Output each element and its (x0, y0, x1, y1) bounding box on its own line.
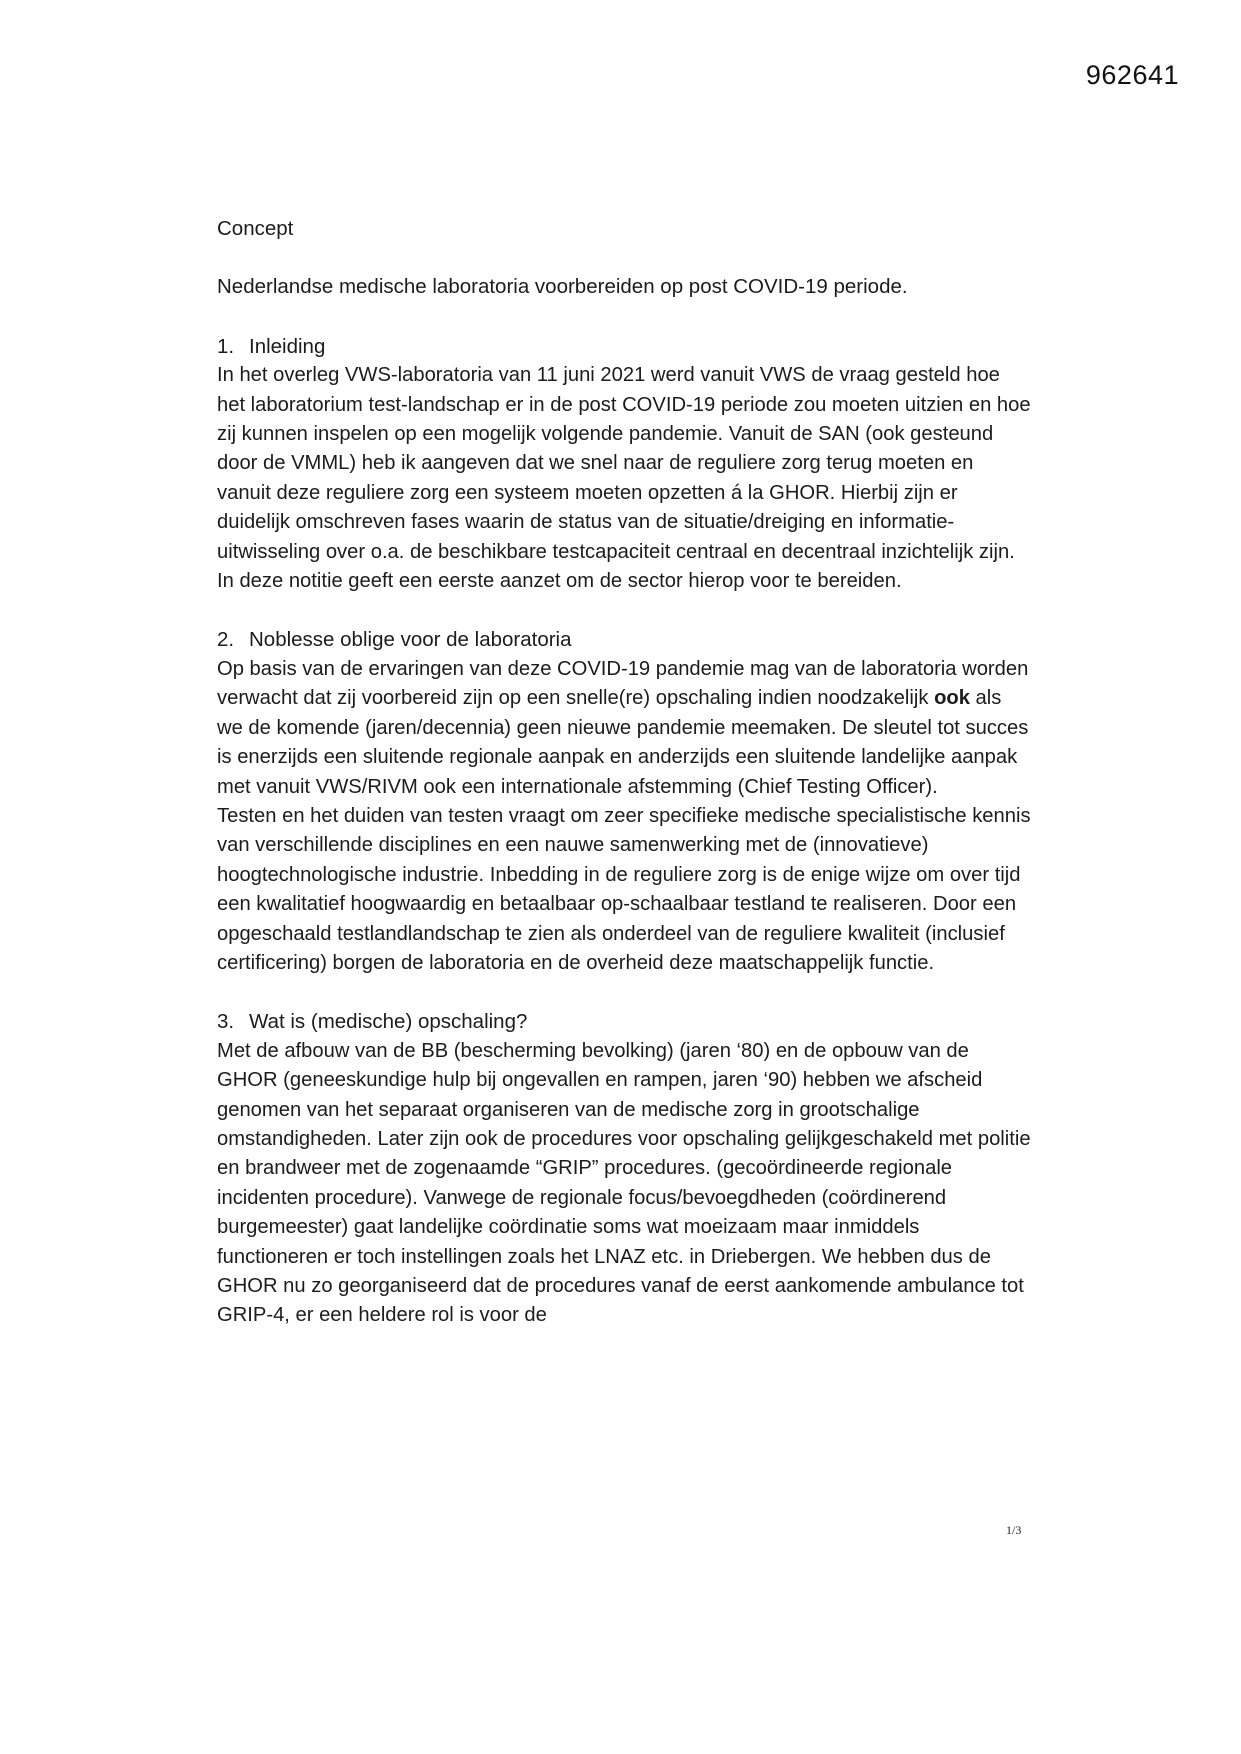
paragraph-text: als we de komende (jaren/decennia) geen nieuwe pandemie meemaken. De sleutel tot succes is enerzijds een sluitende regionale aanpak en anderzijds een sluitende landelijke aanpak met vanuit VWS/RIVM ook een internationale afstemming (Chief Testing Officer). (217, 687, 1029, 798)
section-noblesse-oblige (217, 625, 1032, 978)
section-inleiding (217, 332, 1032, 597)
section-opschaling (217, 1007, 1032, 1330)
page-body (217, 214, 1032, 1360)
document-id: 962641 (1085, 60, 1179, 90)
section-number: 3. (217, 1010, 235, 1034)
section-heading (217, 332, 1032, 361)
section-heading (217, 1007, 1032, 1036)
section-heading (217, 625, 1032, 654)
section-title: Wat is (medische) opschaling? (249, 1010, 528, 1034)
concept-label: Concept (217, 217, 294, 240)
paragraph: Met de afbouw van de BB (bescherming bevolking) (jaren ‘80) en de opbouw van de GHOR (geneeskundige hulp bij ongevallen en rampen, jaren ‘90) hebben we afscheid genomen van het separaat organiseren van de medische zorg in grootschalige omstandigheden. Later zijn ook de procedures voor opschaling gelijkgeschakeld met politie en brandweer met de zogenaamde “GRIP” procedures. (gecoördineerde regionale incidenten procedure). Vanwege de regionale focus/bevoegdheden (coördinerend burgemeester) gaat landelijke coördinatie soms wat moeizaam maar inmiddels functioneren er toch instellingen zoals het LNAZ etc. in Driebergen. We hebben dus de GHOR nu zo georganiseerd dat de procedures vanaf de eerst aankomende ambulance tot GRIP-4, er een heldere rol is voor de (217, 1039, 1031, 1327)
section-number: 1. (217, 334, 235, 358)
emphasis-text: ook (934, 687, 970, 710)
section-title: Noblesse oblige voor de laboratoria (249, 628, 572, 652)
paragraph: Testen en het duiden van testen vraagt om zeer specifieke medische specialistische kennis van verschillende disciplines en een nauwe samenwerking met de (innovatieve) hoogtechnologische industrie. Inbedding in de reguliere zorg is de enige wijze om over tijd een kwalitatief hoogwaardig en betaalbaar op-schaalbaar testland te realiseren. Door een opgeschaald testlandlandschap te zien als onderdeel van de reguliere kwaliteit (inclusief certificering) borgen de laboratoria en de overheid deze maatschappelijk functie. (217, 804, 1031, 974)
document-title: Nederlandse medische laboratoria voorbereiden op post COVID-19 periode. (217, 275, 908, 299)
paragraph-text: Op basis van de ervaringen van deze COVID-19 pandemie mag van de laboratoria worden verwacht dat zij voorbereid zijn op een snelle(re) opschaling indien noodzakelijk (217, 657, 1029, 710)
paragraph (217, 655, 1032, 802)
section-title: Inleiding (249, 334, 326, 358)
page-number: 1/3 (1006, 1523, 1022, 1537)
paragraph: In het overleg VWS-laboratoria van 11 juni 2021 werd vanuit VWS de vraag gesteld hoe het laboratorium test-landschap er in de post COVID-19 periode zou moeten uitzien en hoe zij kunnen inspelen op een mogelijk volgende pandemie. Vanuit de SAN (ook gesteund door de VMML) heb ik aangeven dat we snel naar de reguliere zorg terug moeten en vanuit deze reguliere zorg een systeem moeten opzetten á la GHOR. Hierbij zijn er duidelijk omschreven fases waarin de status van de situatie/dreiging en informatie-uitwisseling over o.a. de beschikbare testcapaciteit centraal en decentraal inzichtelijk zijn. In deze notitie geeft een eerste aanzet om de sector hierop voor te bereiden. (217, 364, 1031, 593)
section-number: 2. (217, 628, 235, 652)
